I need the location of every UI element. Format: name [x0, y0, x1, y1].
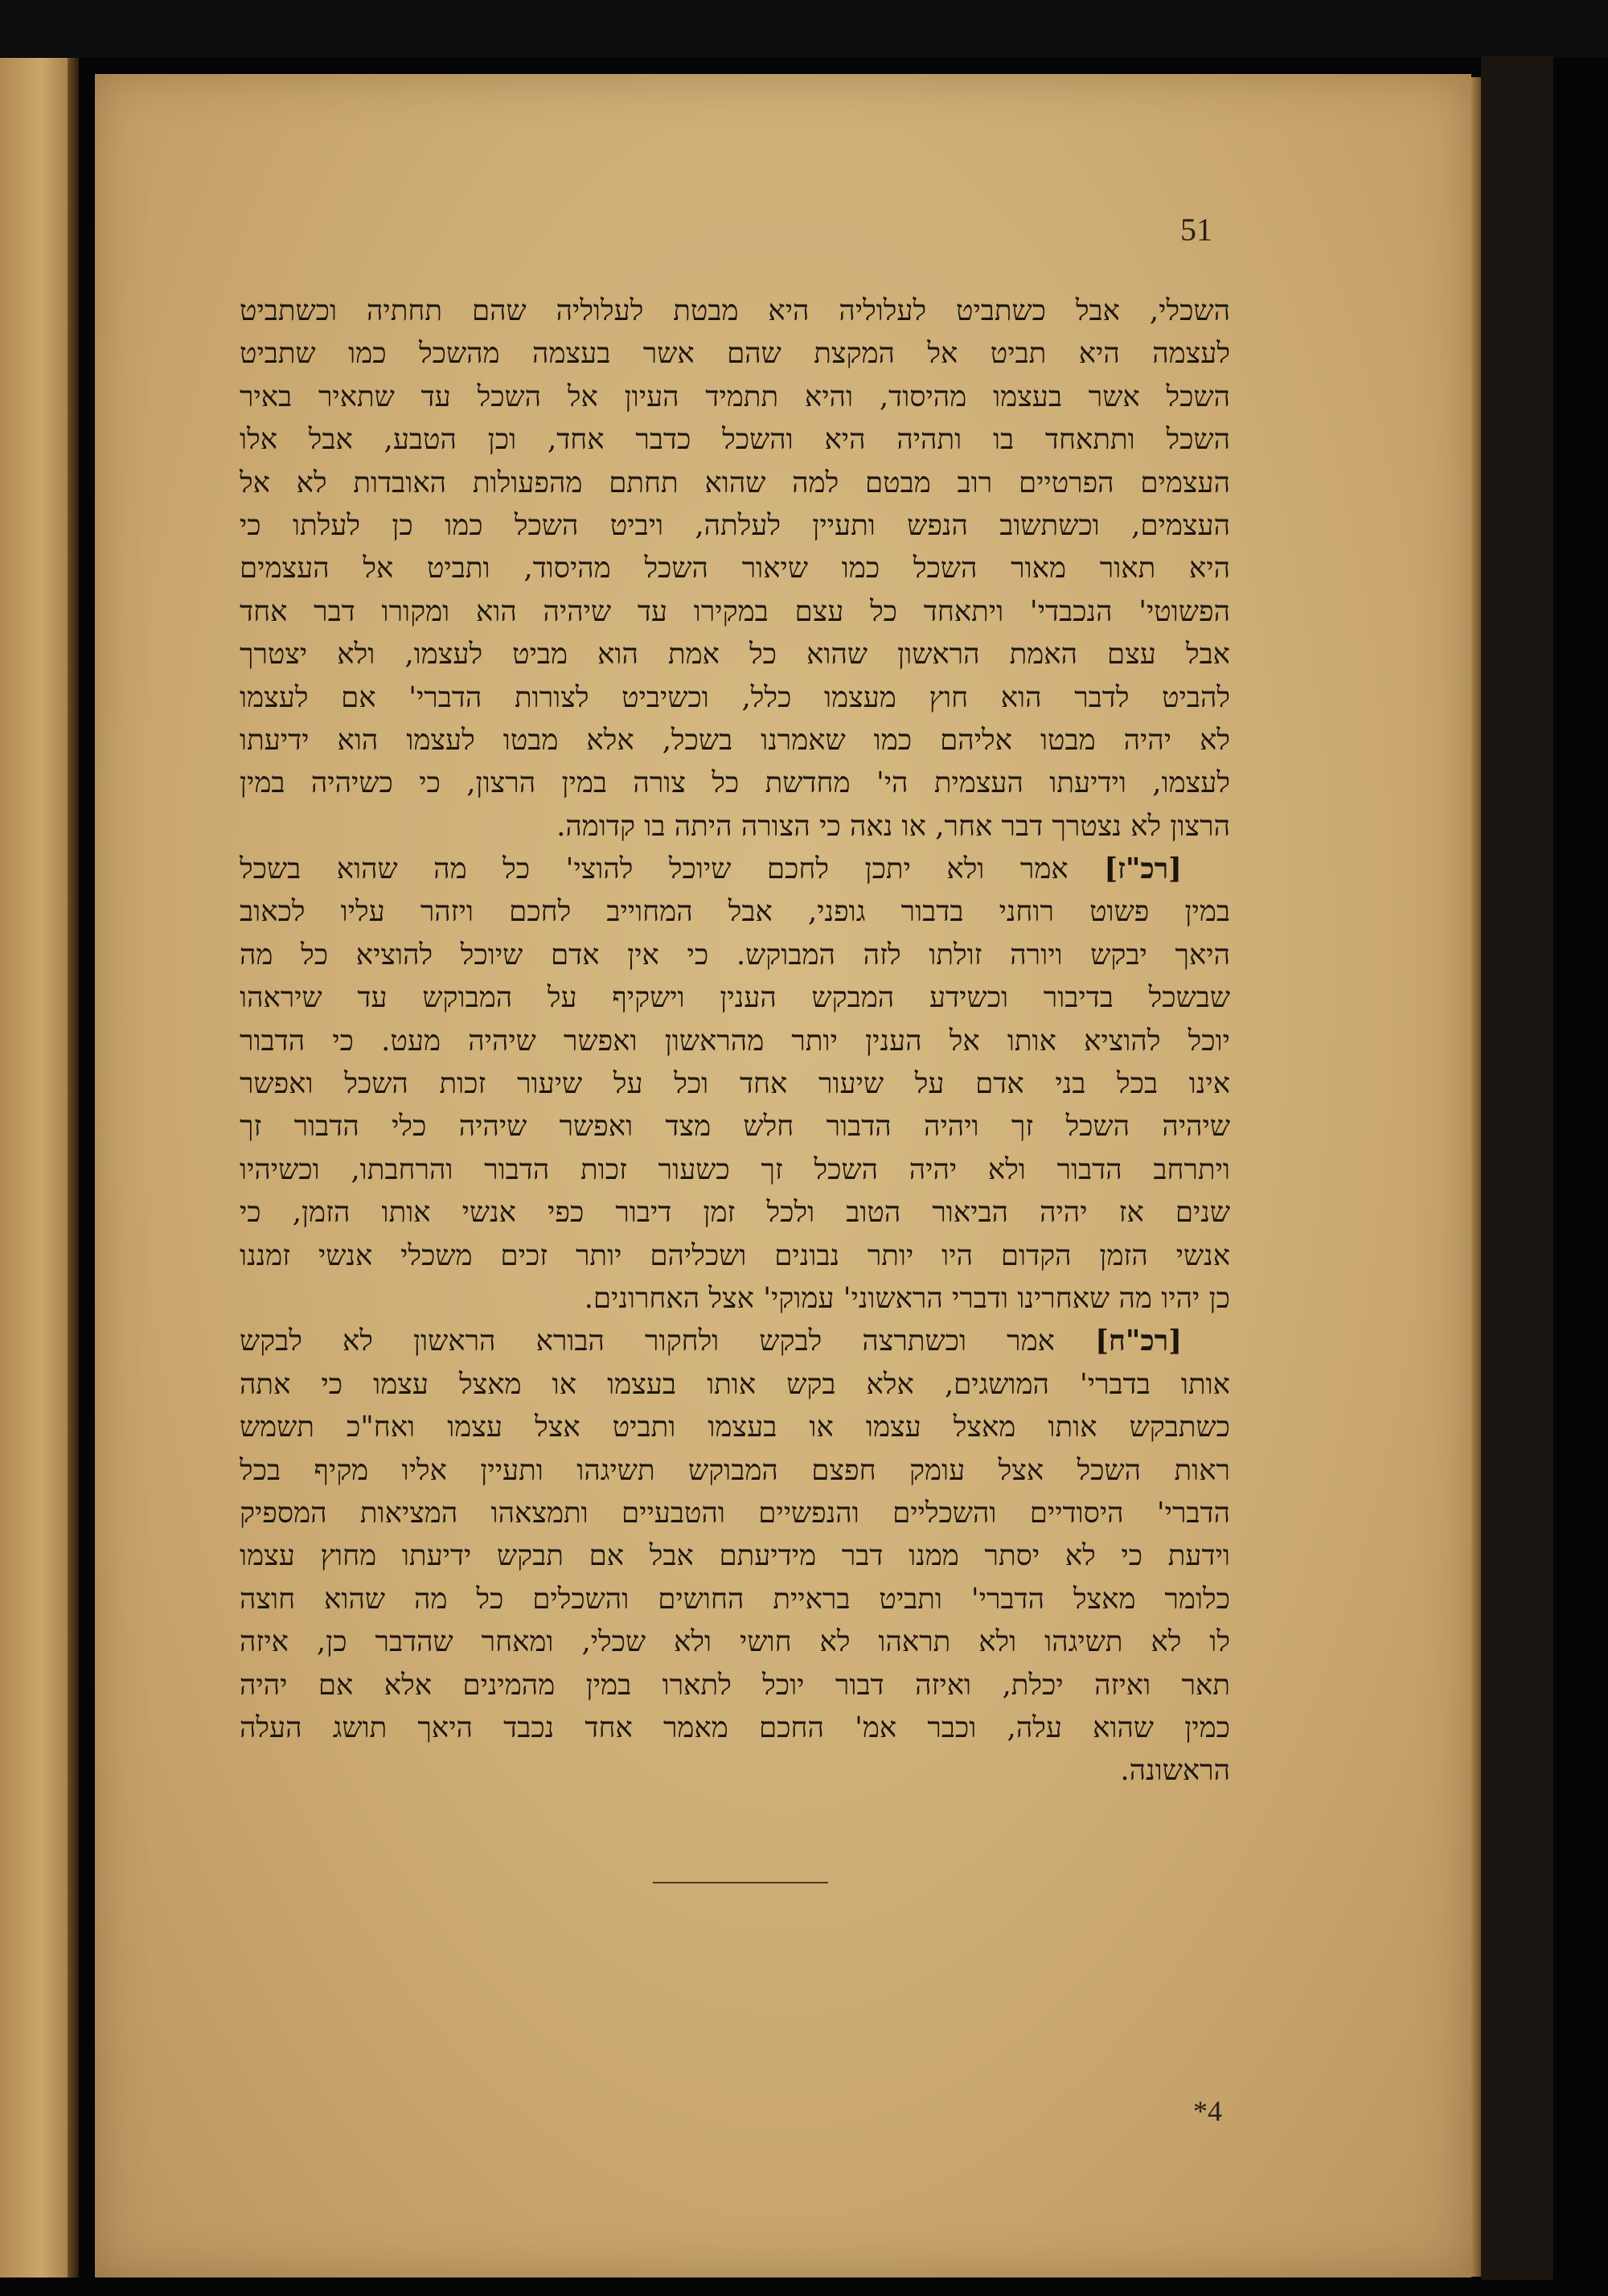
text-line: יוכל להוציא אותו אל הענין יותר מהראשון ואפשר שיהיה מעט. כי הדבור [240, 1024, 1230, 1058]
page-fore-edge [1471, 77, 1481, 2277]
text-line: היא תאור מאור השכל כמו שיאור השכל מהיסוד, ותביט אל העצמים [240, 552, 1230, 585]
section-divider [653, 1882, 828, 1883]
text-line: שיהיה השכל זך ויהיה הדבור חלש מצד ואפשר שיהיה כלי הדבור זך [240, 1110, 1230, 1144]
text-line: תאר ואיזה יכלת, ואיזה דבור יוכל לתארו במין מהמינים אלא אם יהיה [240, 1668, 1230, 1702]
text-line: השכל ותתאחד בו ותהיה היא והשכל כדבר אחד, וכן הטבע, אבל אלו [240, 423, 1230, 457]
text-line: שנים אז יהיה הביאור הטוב ולכל זמן דיבור כפי אנשי אותו הזמן, כי [240, 1196, 1230, 1230]
text-line: השכל אשר בעצמו מהיסוד, והיא תתמיד העיון אל השכל עד שתאיר באיר [240, 380, 1230, 413]
text-line: במין פשוט רוחני בדבור גופני, אבל המחוייב לחכם ויזהר עליו לכאוב [240, 895, 1230, 929]
text-line: כמין שהוא עלה, וכבר אמ' החכם מאמר אחד נכבד היאך תושג העלה [240, 1711, 1230, 1744]
section-label: [רכ"ז] [1104, 852, 1182, 886]
facing-page-edge [0, 58, 76, 2278]
text-line: לו לא תשיגהו ולא תראהו לא חושי ולא שכלי, ומאחר שהדבר כן, איזה [240, 1625, 1230, 1659]
text-line: כשתבקש אותו מאצל עצמו או בעצמו ותביט אצל עצמו ואח"כ תשמש [240, 1411, 1230, 1444]
page-number: 51 [1180, 212, 1212, 248]
body-text [240, 290, 1230, 1793]
text-line: לעצמה היא תביט אל המקצת שהם אשר בעצמה מהשכל כמו שתביט [240, 337, 1230, 371]
text-line: אותו בדברי' המושגים, אלא בקש אותו בעצמו או מאצל עצמו כי אתה [240, 1367, 1230, 1401]
text-line: הראשונה. [1120, 1754, 1230, 1788]
text-line: העצמים, וכשתשוב הנפש ותעיין לעלתה, ויביט השכל כמו כן לעלתו כי [240, 508, 1230, 542]
section-first-line [240, 1320, 1230, 1362]
book-cover-top [0, 0, 1608, 58]
text-line: הדברי' היסודיים והשכליים והנפשיים והטבעיים ותמצאהו המציאות המספיק [240, 1496, 1230, 1530]
text-line: ויתרחב הדבור ולא יהיה השכל זך כשעור זכות הדבור והרחבתו, וכשיהיו [240, 1152, 1230, 1186]
text-line: להביט לדבר הוא חוץ מעצמו כלל, וכשיביט לצורות הדברי' אם לעצמו [240, 680, 1230, 714]
text-line: העצמים הפרטיים רוב מבטם למה שהוא תחתם מהפעולות האובדות לא אל [240, 466, 1230, 499]
text-line: וידעת כי לא יסתר ממנו דבר מידיעתם אבל אם תבקש ידיעתו מחוץ עצמו [240, 1539, 1230, 1573]
section-label: [רכ"ח] [1095, 1325, 1182, 1358]
section-first-line-text: אמר וכשתרצה לבקש ולחקור הבורא הראשון לא לבקש [240, 1325, 1055, 1358]
text-line: הרצון לא נצטרך דבר אחר, או נאה כי הצורה היתה בו קדומה. [556, 809, 1230, 843]
book-gutter [68, 58, 79, 2278]
text-line: כן יהיו מה שאחרינו ודברי הראשוני' עמוקי' אצל האחרונים. [584, 1281, 1230, 1315]
signature-mark: *4 [1193, 2095, 1222, 2127]
text-line: שבשכל בדיבור וכשידע המבקש הענין וישקיף על המבוקש עד שיראהו [240, 981, 1230, 1015]
text-line: כלומר מאצל הדברי' ותביט בראיית החושים והשכלים כל מה שהוא חוצה [240, 1582, 1230, 1616]
text-line: היאך יבקש ויורה זולתו לזה המבוקש. כי אין אדם שיוכל להוציא כל מה [240, 938, 1230, 971]
text-line: אבל עצם האמת הראשון שהוא כל אמת הוא מביט לעצמו, ולא יצטרך [240, 638, 1230, 672]
section-first-line [240, 848, 1230, 890]
section-first-line-text: אמר ולא יתכן לחכם שיוכל להוצי' כל מה שהוא בשכל [240, 852, 1069, 886]
text-line: לא יהיה מבטו אליהם כמו שאמרנו בשכל, אלא מבטו לעצמו הוא ידיעתו [240, 723, 1230, 757]
text-line: אינו בכל בני אדם על שיעור אחד וכל על שיעור זכות השכל ואפשר [240, 1067, 1230, 1101]
text-line: השכלי, אבל כשתביט לעלוליה היא מבטת לעלוליה שהם תחתיה וכשתביט [240, 294, 1230, 327]
text-line: הפשוטי' הנכבדי' ויתאחד כל עצם במקירו עד שיהיה הוא ומקורו דבר אחד [240, 594, 1230, 628]
text-line: ראות השכל אצל עומק חפצם המבוקש תשיגהו ותעיין אליו מקיף בכל [240, 1453, 1230, 1487]
text-line: לעצמו, וידיעתו העצמית הי' מחדשת כל צורה במין הרצון, כי כשיהיה במין [240, 766, 1230, 800]
book-cover-right [1481, 56, 1553, 2280]
text-line: אנשי הזמן הקדום היו יותר נבונים ושכליהם יותר זכים משכלי אנשי זמננו [240, 1238, 1230, 1272]
